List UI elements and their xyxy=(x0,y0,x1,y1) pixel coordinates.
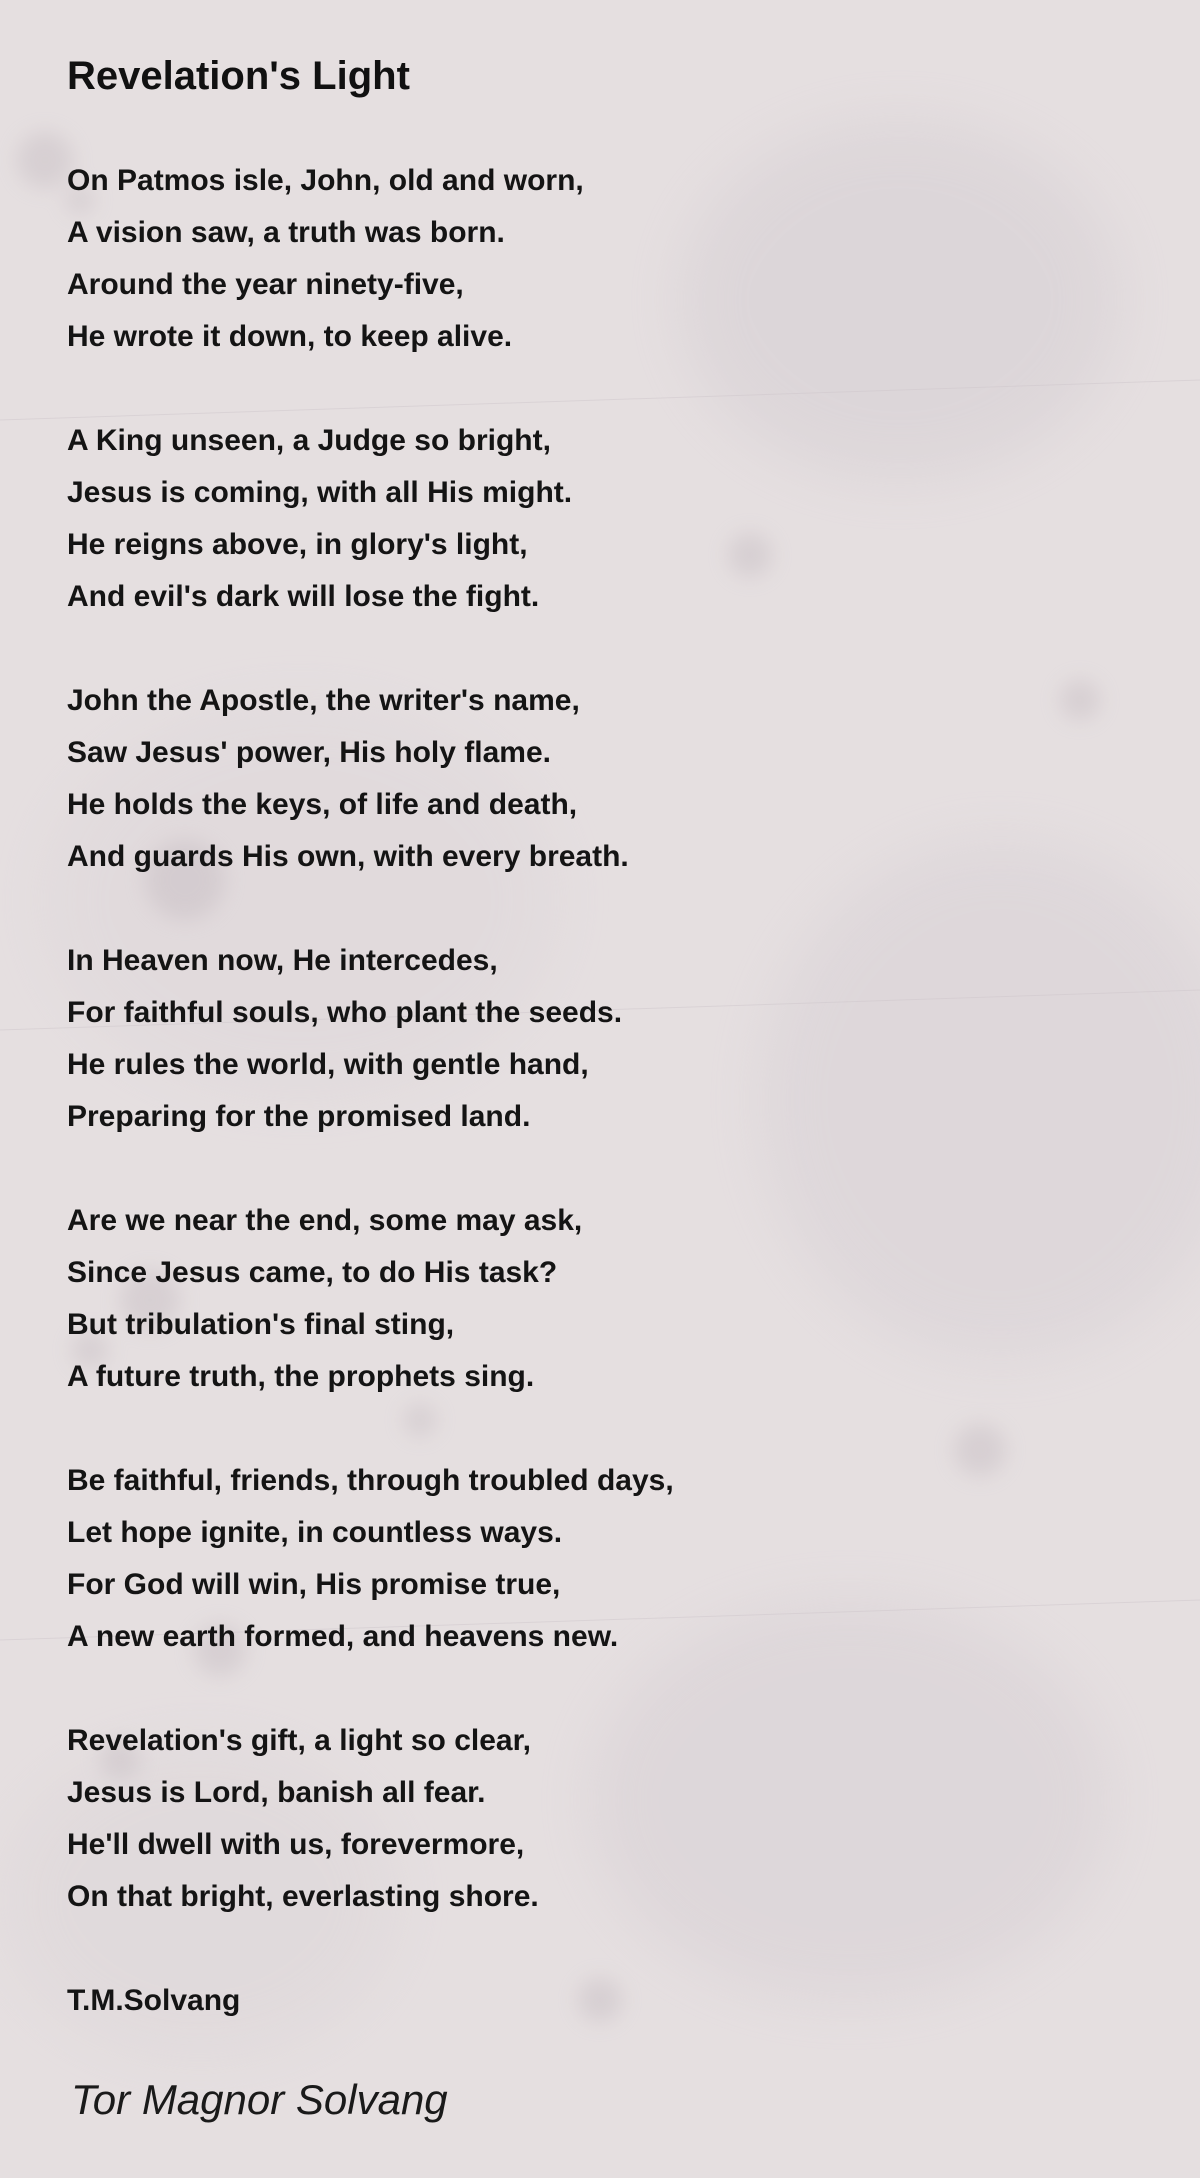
poem-line: And guards His own, with every breath. xyxy=(67,840,629,873)
poem-line: Since Jesus came, to do His task? xyxy=(67,1256,558,1289)
stanza xyxy=(67,935,1200,1143)
stanza xyxy=(67,1455,1200,1663)
poem-line: Jesus is Lord, banish all fear. xyxy=(67,1776,486,1809)
poem-line: Jesus is coming, with all His might. xyxy=(67,476,573,509)
poem-line: But tribulation's final sting, xyxy=(67,1308,455,1341)
poem-line: For faithful souls, who plant the seeds. xyxy=(67,996,623,1029)
poem-line: On that bright, everlasting shore. xyxy=(67,1880,539,1913)
stanza xyxy=(67,1715,1200,1923)
poem-line: Revelation's gift, a light so clear, xyxy=(67,1724,531,1757)
poem-line: In Heaven now, He intercedes, xyxy=(67,944,498,977)
poem-line: He holds the keys, of life and death, xyxy=(67,788,578,821)
poem-line: Let hope ignite, in countless ways. xyxy=(67,1516,563,1549)
poem-line: Be faithful, friends, through troubled days, xyxy=(67,1464,674,1497)
poem-line: Preparing for the promised land. xyxy=(67,1100,531,1133)
poem-line: A King unseen, a Judge so bright, xyxy=(67,424,551,457)
poem-line: He wrote it down, to keep alive. xyxy=(67,320,513,353)
poem-line: A vision saw, a truth was born. xyxy=(67,216,505,249)
poem-line: A future truth, the prophets sing. xyxy=(67,1360,535,1393)
poem-line: And evil's dark will lose the fight. xyxy=(67,580,540,613)
poem-line: He rules the world, with gentle hand, xyxy=(67,1048,589,1081)
stanza xyxy=(67,415,1200,623)
poem-line: On Patmos isle, John, old and worn, xyxy=(67,164,584,197)
poem-line: For God will win, His promise true, xyxy=(67,1568,561,1601)
poem-line: Are we near the end, some may ask, xyxy=(67,1204,583,1237)
poem-body xyxy=(67,155,1200,1923)
poem-line: A new earth formed, and heavens new. xyxy=(67,1620,619,1653)
poem-title: Revelation's Light xyxy=(67,54,410,98)
stanza xyxy=(67,1195,1200,1403)
poem-signature: T.M.Solvang xyxy=(67,1984,241,2017)
author-name: Tor Magnor Solvang xyxy=(71,2076,448,2123)
poem-line: Saw Jesus' power, His holy flame. xyxy=(67,736,551,769)
poem-line: He'll dwell with us, forevermore, xyxy=(67,1828,525,1861)
stanza xyxy=(67,155,1200,363)
stanza xyxy=(67,675,1200,883)
poem-line: He reigns above, in glory's light, xyxy=(67,528,528,561)
poem-line: John the Apostle, the writer's name, xyxy=(67,684,580,717)
poem-line: Around the year ninety-five, xyxy=(67,268,464,301)
